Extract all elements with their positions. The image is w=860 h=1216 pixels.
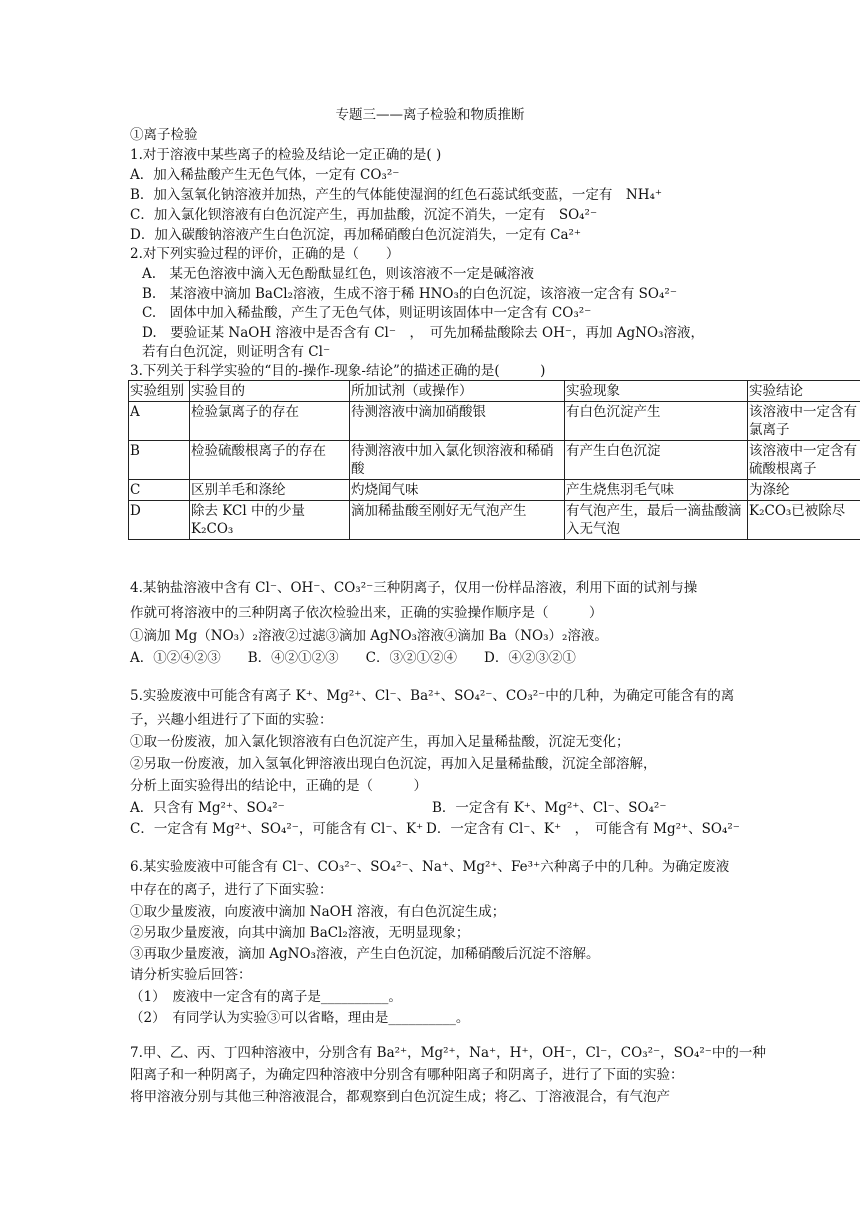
table-row: [129, 402, 860, 441]
q1-option-b: B．加入氢氧化钠溶液并加热，产生的气体能使湿润的红色石蕊试纸变蓝，一定有 NH₄⁺: [130, 187, 663, 203]
q5-line: 分析上面实验得出的结论中，正确的是（ ）: [130, 778, 427, 794]
q7-line: 7.甲、乙、丙、丁四种溶液中，分别含有 Ba²⁺，Mg²⁺，Na⁺，H⁺，OH⁻，Cl⁻，CO₃²⁻，SO₄²⁻中的一种: [130, 1045, 766, 1061]
table-row: [129, 480, 860, 501]
q1-option-d: D．加入碳酸钠溶液产生白色沉淀，再加稀硝酸白色沉淀消失，一定有 Ca²⁺: [130, 227, 582, 243]
table-cell: 滴加稀盐酸至刚好无气泡产生: [350, 501, 565, 540]
table-cell: 产生烧焦羽毛气味: [565, 480, 748, 501]
table-header-cell: 实验结论: [748, 381, 860, 402]
table-header-cell: 实验组别: [129, 381, 190, 402]
q5-option-d: D．一定含有 Cl⁻、K⁺ ， 可能含有 Mg²⁺、SO₄²⁻: [426, 821, 740, 837]
q6-line: 6.某实验废液中可能含有 Cl⁻、CO₃²⁻、SO₄²⁻、Na⁺、Mg²⁺、Fe³⁺六种离子中的几种。为确定废液: [130, 859, 730, 875]
q5-line: 子，兴趣小组进行了下面的实验：: [130, 712, 333, 728]
q7-line: 阳离子和一种阴离子，为确定四种溶液中分别含有哪种阳离子和阴离子，进行了下面的实验：: [130, 1067, 684, 1083]
table-header-cell: 实验目的: [190, 381, 350, 402]
q4-line: 4.某钠盐溶液中含有 Cl⁻、OH⁻、CO₃²⁻三种阴离子，仅用一份样品溶液，利用下面的试剂与操: [130, 580, 698, 596]
q6-line: ②另取少量废液，向其中滴加 BaCl₂溶液，无明显现象；: [130, 925, 470, 941]
q5-option-b: B．一定含有 K⁺、Mg²⁺、Cl⁻、SO₄²⁻: [432, 800, 667, 816]
section-heading: ①离子检验: [130, 127, 198, 143]
table-cell: 区别羊毛和涤纶: [190, 480, 350, 501]
table-row: [129, 441, 860, 480]
q2-option-c: C. 固体中加入稀盐酸，产生了无色气体，则证明该固体中一定含有 CO₃²⁻: [142, 305, 592, 321]
q6-answer-2: （2） 有同学认为实验③可以省略，理由是__________。: [130, 1010, 470, 1026]
table-cell: 有气泡产生，最后一滴盐酸滴入无气泡: [565, 501, 748, 540]
q4-line: 作就可将溶液中的三种阴离子依次检验出来，正确的实验操作顺序是（ ）: [130, 605, 603, 621]
q2-option-a: A. 某无色溶液中滴入无色酚酞显红色，则该溶液不一定是碱溶液: [142, 266, 535, 282]
q5-option-c: C．一定含有 Mg²⁺、SO₄²⁻，可能含有 Cl⁻、K⁺: [130, 821, 424, 837]
q6-line: ①取少量废液，向废液中滴加 NaOH 溶液，有白色沉淀生成；: [130, 904, 506, 920]
q1-option-a: A．加入稀盐酸产生无色气体，一定有 CO₃²⁻: [130, 167, 400, 183]
q4-line: ①滴加 Mg（NO₃）₂溶液②过滤③滴加 AgNO₃溶液④滴加 Ba（NO₃）₂溶液。: [130, 628, 608, 644]
q6-line: 中存在的离子，进行了下面实验：: [130, 882, 333, 898]
q7-line: 将甲溶液分别与其他三种溶液混合，都观察到白色沉淀生成；将乙、丁溶液混合，有气泡产: [130, 1089, 670, 1105]
table-cell: A: [129, 402, 190, 441]
table-cell: K₂CO₃已被除尽: [748, 501, 860, 540]
table-cell: 待测溶液中加入氯化钡溶液和稀硝酸: [350, 441, 565, 480]
q5-line: ②另取一份废液，加入氢氧化钾溶液出现白色沉淀，再加入足量稀盐酸，沉淀全部溶解，: [130, 756, 657, 772]
table-cell: 检验硫酸根离子的存在: [190, 441, 350, 480]
q1-stem: 1.对于溶液中某些离子的检验及结论一定正确的是( ): [130, 147, 442, 163]
table-cell: 灼烧闻气味: [350, 480, 565, 501]
table-header-row: [129, 381, 860, 402]
q4-options: A．①②④②③ B．④②①②③ C．③②①②④ D．④②③②①: [130, 650, 576, 666]
q1-option-c: C．加入氯化钡溶液有白色沉淀产生，再加盐酸，沉淀不消失，一定有 SO₄²⁻: [130, 207, 598, 223]
table-cell: 有白色沉淀产生: [565, 402, 748, 441]
table-cell: 除去 KCl 中的少量 K₂CO₃: [190, 501, 350, 540]
table-row: [129, 501, 860, 540]
table-cell: 该溶液中一定含有硫酸根离子: [748, 441, 860, 480]
table-cell: B: [129, 441, 190, 480]
q6-answer-1: （1） 废液中一定含有的离子是__________。: [130, 989, 402, 1005]
q6-line: 请分析实验后回答：: [130, 967, 252, 983]
q2-stem: 2.对下列实验过程的评价，正确的是（ ）: [130, 246, 400, 262]
q2-option-d-cont: 若有白色沉淀，则证明含有 Cl⁻: [142, 344, 331, 360]
table-cell: 检验氯离子的存在: [190, 402, 350, 441]
table-cell: 待测溶液中滴加硝酸银: [350, 402, 565, 441]
q6-line: ③再取少量废液，滴加 AgNO₃溶液，产生白色沉淀，加稀硝酸后沉淀不溶解。: [130, 946, 600, 962]
document-title: 专题三——离子检验和物质推断: [335, 107, 525, 123]
q2-option-b: B. 某溶液中滴加 BaCl₂溶液，生成不溶于稀 HNO₃的白色沉淀，该溶液一定含有 SO₄²⁻: [142, 286, 677, 302]
table-cell: D: [129, 501, 190, 540]
q5-line: 5.实验废液中可能含有离子 K⁺、Mg²⁺、Cl⁻、Ba²⁺、SO₄²⁻、CO₃²⁻中的几种，为确定可能含有的离: [130, 688, 735, 704]
q3-table: [128, 380, 860, 540]
q5-option-a: A．只含有 Mg²⁺、SO₄²⁻: [130, 800, 285, 816]
q3-stem: 3.下列关于科学实验的“目的-操作-现象-结论”的描述正确的是( ): [130, 363, 546, 379]
table-cell: 为涤纶: [748, 480, 860, 501]
table-header-cell: 实验现象: [565, 381, 748, 402]
table-cell: 有产生白色沉淀: [565, 441, 748, 480]
q2-option-d: D. 要验证某 NaOH 溶液中是否含有 Cl⁻ ， 可先加稀盐酸除去 OH⁻，再加 AgNO₃溶液，: [142, 325, 704, 341]
q5-line: ①取一份废液，加入氯化钡溶液有白色沉淀产生，再加入足量稀盐酸，沉淀无变化；: [130, 734, 630, 750]
table-header-cell: 所加试剂（或操作）: [350, 381, 565, 402]
table-cell: 该溶液中一定含有氯离子: [748, 402, 860, 441]
table-cell: C: [129, 480, 190, 501]
